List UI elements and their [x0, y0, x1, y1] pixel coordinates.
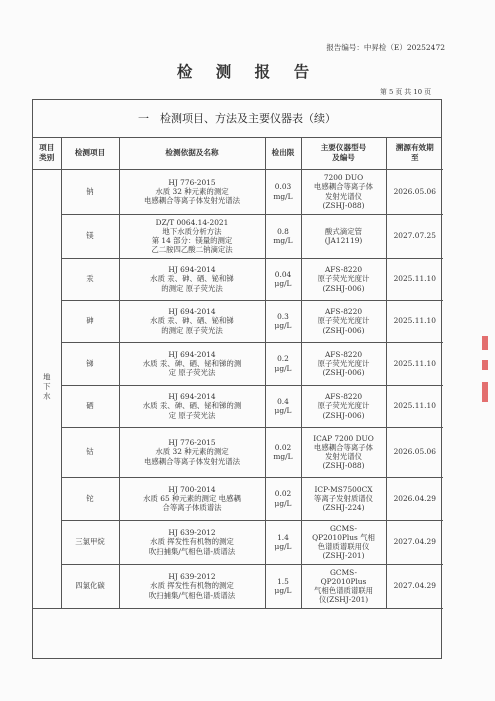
- limit-cell: [265, 214, 301, 258]
- method-cell-line: 定 原子荧光法: [168, 410, 216, 420]
- limit-cell: [265, 427, 301, 477]
- method-cell-line: HJ 700-2014: [168, 484, 216, 494]
- instrument-cell-line: AFS-8220: [324, 265, 363, 275]
- limit-cell-line: μg/L: [274, 279, 292, 288]
- limit-cell: [265, 300, 301, 342]
- expiry-cell: 2025.11.10: [386, 300, 443, 342]
- expiry-cell: 2027.04.29: [386, 520, 443, 564]
- col-header-category: [33, 137, 61, 169]
- instrument-cell-line: 发射光谱仪: [325, 191, 362, 201]
- limit-cell-line: μg/L: [274, 406, 292, 415]
- method-cell-line: HJ 639-2012: [168, 572, 216, 582]
- limit-cell-line: μg/L: [274, 542, 292, 551]
- edge-stamp-mark: [482, 382, 488, 402]
- method-cell-line: HJ 776-2015: [168, 177, 216, 187]
- limit-cell: [265, 342, 301, 385]
- item-cell: 铊: [61, 477, 119, 520]
- table-row: [33, 427, 443, 477]
- method-cell-line: 水质 32 种元素的测定: [155, 447, 229, 457]
- method-cell: [119, 427, 265, 477]
- table-row: [33, 564, 443, 608]
- method-cell-line: HJ 639-2012: [168, 528, 216, 538]
- instrument-cell: [301, 258, 386, 300]
- method-cell: [119, 169, 265, 214]
- instrument-cell-line: (ZSHJ-006): [322, 410, 365, 420]
- method-cell-line: 水质 汞、砷、硒、铋和锑的测: [142, 358, 242, 368]
- header-row: [33, 137, 443, 169]
- limit-cell-line: mg/L: [273, 191, 293, 201]
- method-cell: [119, 520, 265, 564]
- instrument-cell-line: (ZSHJ-201): [322, 551, 365, 561]
- instrument-cell-line: ICAP 7200 DUO: [313, 433, 374, 443]
- instrument-cell-line: 酸式滴定管: [325, 226, 362, 236]
- edge-stamp-mark: [482, 360, 488, 370]
- instrument-cell-line: 气相色谱质谱联用: [313, 586, 374, 595]
- limit-cell-line: 1.5: [277, 576, 289, 586]
- table-row: [33, 385, 443, 427]
- instrument-cell: [301, 300, 386, 342]
- col-header-limit: 检出限: [265, 137, 301, 169]
- method-cell-line: 的测定 原子荧光法: [161, 283, 223, 293]
- instrument-cell-line: (ZSHJ-088): [322, 461, 365, 471]
- instrument-cell-line: GCMS-: [330, 567, 357, 577]
- instrument-cell-line: (JA12119): [324, 236, 363, 245]
- method-cell: [119, 564, 265, 608]
- limit-cell: [265, 169, 301, 214]
- instrument-cell-line: 原子荧光光度计: [317, 358, 370, 368]
- col-header-expiry: [386, 137, 443, 169]
- instrument-cell: [301, 169, 386, 214]
- method-cell-line: 水质 挥发性有机物的测定: [150, 581, 234, 591]
- col-header-method: 检测依据及名称: [119, 137, 265, 169]
- instrument-cell-line: (ZSHJ-006): [322, 325, 365, 335]
- method-cell-line: DZ/T 0064.14-2021: [155, 217, 229, 227]
- methods-table: [33, 137, 443, 609]
- expiry-cell: 2026.05.06: [386, 427, 443, 477]
- instrument-cell-line: QP2010Plus 气相: [312, 532, 375, 542]
- item-cell: 四氯化碳: [61, 564, 119, 608]
- instrument-cell-line: QP2010Plus: [320, 576, 367, 586]
- table-row: [33, 258, 443, 300]
- category-label: 地下水: [42, 373, 52, 402]
- method-cell: [119, 258, 265, 300]
- method-cell-line: 的测定 原子荧光法: [161, 325, 223, 335]
- instrument-cell-line: (ZSHJ-224): [322, 503, 365, 513]
- limit-cell-line: 0.02: [274, 489, 292, 499]
- limit-cell-line: 1.4: [277, 532, 289, 542]
- expiry-cell: 2027.07.25: [386, 214, 443, 258]
- limit-cell-line: 0.03: [274, 182, 292, 192]
- limit-cell-line: mg/L: [273, 236, 293, 245]
- col-header-category-label: 项目类别: [39, 142, 55, 162]
- report-table-frame: [32, 99, 442, 659]
- method-cell-line: 吹扫捕集/气相色谱-质谱法: [148, 590, 236, 600]
- expiry-cell: 2026.04.29: [386, 477, 443, 520]
- method-cell-line: 第 14 部分：镁量的测定: [151, 236, 233, 245]
- limit-cell: [265, 477, 301, 520]
- method-cell-line: 水质 32 种元素的测定: [155, 186, 229, 196]
- method-cell: [119, 477, 265, 520]
- method-cell-line: HJ 694-2014: [168, 307, 216, 317]
- instrument-cell-line: 原子荧光光度计: [317, 316, 370, 326]
- instrument-cell-line: ICP-MS7500CX: [314, 484, 373, 494]
- expiry-cell: 2027.04.29: [386, 564, 443, 608]
- limit-cell-line: 0.04: [274, 269, 292, 279]
- limit-cell: [265, 564, 301, 608]
- table-row: [33, 477, 443, 520]
- limit-cell-line: 0.3: [277, 311, 289, 321]
- table-row: [33, 169, 443, 214]
- col-header-instrument-label: 主要仪器型号及编号: [320, 142, 367, 162]
- method-cell-line: 水质 65 种元素的测定 电感耦: [143, 493, 241, 503]
- method-cell-line: HJ 776-2015: [168, 438, 216, 448]
- limit-cell-line: 0.2: [277, 354, 289, 364]
- method-cell-line: 吹扫捕集/气相色谱-质谱法: [148, 546, 236, 556]
- section-title: 一 检测项目、方法及主要仪器表（续）: [33, 100, 441, 138]
- item-cell: 镁: [61, 214, 119, 258]
- limit-cell: [265, 520, 301, 564]
- method-cell-line: 定 原子荧光法: [168, 368, 216, 378]
- col-header-expiry-label: 溯源有效期至: [395, 142, 434, 162]
- instrument-cell-line: GCMS-: [330, 523, 357, 533]
- instrument-cell-line: 原子荧光光度计: [317, 274, 370, 284]
- instrument-cell: [301, 385, 386, 427]
- instrument-cell-line: AFS-8220: [324, 349, 363, 359]
- limit-cell-line: 0.02: [274, 442, 292, 452]
- limit-cell-line: μg/L: [274, 321, 292, 330]
- instrument-cell-line: AFS-8220: [324, 307, 363, 317]
- method-cell: [119, 385, 265, 427]
- limit-cell: [265, 385, 301, 427]
- method-cell-line: HJ 694-2014: [168, 349, 216, 359]
- category-cell: [33, 169, 61, 608]
- item-cell: 汞: [61, 258, 119, 300]
- item-cell: 钴: [61, 427, 119, 477]
- method-cell-line: 合等离子体质谱法: [162, 503, 222, 513]
- expiry-cell: 2026.05.06: [386, 169, 443, 214]
- method-cell-line: 水质 挥发性有机物的测定: [150, 537, 234, 547]
- instrument-cell-line: (ZSHJ-006): [322, 283, 365, 293]
- limit-cell-line: 0.8: [277, 226, 289, 236]
- instrument-cell-line: 色谱质谱联用仪: [317, 542, 370, 551]
- instrument-cell: [301, 342, 386, 385]
- instrument-cell-line: (ZSHJ-088): [322, 200, 365, 210]
- limit-cell-line: mg/L: [273, 452, 293, 461]
- method-cell-line: 地下水质分析方法: [162, 226, 222, 236]
- method-cell: [119, 214, 265, 258]
- col-header-item: 检测项目: [61, 137, 119, 169]
- instrument-cell: [301, 214, 386, 258]
- method-cell-line: HJ 694-2014: [168, 265, 216, 275]
- instrument-cell: [301, 477, 386, 520]
- table-row: [33, 214, 443, 258]
- item-cell: 砷: [61, 300, 119, 342]
- instrument-cell-line: (ZSHJ-006): [322, 368, 365, 378]
- item-cell: 三氯甲烷: [61, 520, 119, 564]
- report-number: 报告编号：中昇检（E）20252472: [326, 43, 445, 52]
- instrument-cell-line: 电感耦合等离子体: [313, 182, 374, 192]
- method-cell-line: 电感耦合等离子体发射光谱法: [143, 196, 241, 206]
- expiry-cell: 2025.11.10: [386, 258, 443, 300]
- method-cell: [119, 300, 265, 342]
- limit-cell-line: 0.4: [277, 396, 289, 406]
- instrument-cell-line: 等离子发射质谱仪: [313, 493, 374, 503]
- instrument-cell-line: 7200 DUO: [323, 173, 364, 183]
- method-cell-line: 水质 汞、砷、硒、铋和锑的测: [142, 401, 242, 411]
- expiry-cell: 2025.11.10: [386, 385, 443, 427]
- method-cell: [119, 342, 265, 385]
- instrument-cell-line: AFS-8220: [324, 392, 363, 402]
- method-cell-line: 水质 汞、砷、硒、铋和锑: [150, 274, 234, 284]
- instrument-cell: [301, 427, 386, 477]
- page-number: 第 5 页 共 10 页: [380, 88, 431, 96]
- expiry-cell: 2025.11.10: [386, 342, 443, 385]
- method-cell-line: 乙二胺四乙酸二钠滴定法: [151, 245, 233, 255]
- limit-cell: [265, 258, 301, 300]
- item-cell: 锑: [61, 342, 119, 385]
- document-title: 检 测 报 告: [176, 62, 319, 81]
- item-cell: 钠: [61, 169, 119, 214]
- col-header-instrument: [301, 137, 386, 169]
- method-cell-line: HJ 694-2014: [168, 392, 216, 402]
- item-cell: 硒: [61, 385, 119, 427]
- table-row: [33, 342, 443, 385]
- instrument-cell: [301, 564, 386, 608]
- instrument-cell: [301, 520, 386, 564]
- instrument-cell-line: 仪(ZSHJ-201): [318, 595, 369, 605]
- edge-stamp-mark: [482, 336, 488, 350]
- table-row: [33, 300, 443, 342]
- method-cell-line: 电感耦合等离子体发射光谱法: [143, 456, 241, 466]
- instrument-cell-line: 电感耦合等离子体: [313, 442, 374, 452]
- method-cell-line: 水质 汞、砷、硒、铋和锑: [150, 316, 234, 326]
- instrument-cell-line: 原子荧光光度计: [317, 401, 370, 411]
- limit-cell-line: μg/L: [274, 586, 292, 595]
- limit-cell-line: μg/L: [274, 498, 292, 508]
- limit-cell-line: μg/L: [274, 363, 292, 373]
- table-row: [33, 520, 443, 564]
- instrument-cell-line: 发射光谱仪: [325, 452, 362, 461]
